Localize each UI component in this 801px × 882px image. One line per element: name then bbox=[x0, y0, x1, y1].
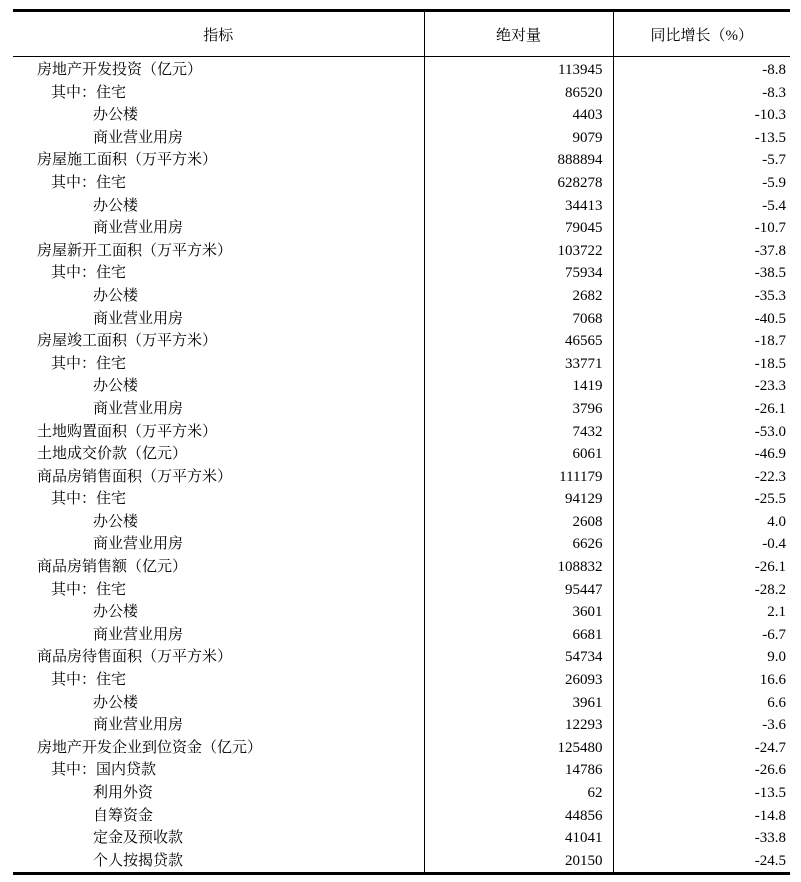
table-row bbox=[13, 850, 790, 874]
growth-value-cell: 9.0 bbox=[613, 646, 790, 669]
absolute-value-cell: 7068 bbox=[424, 308, 613, 331]
absolute-value-cell: 1419 bbox=[424, 375, 613, 398]
table-row bbox=[13, 57, 790, 82]
table-row bbox=[13, 308, 790, 331]
growth-value-cell: -26.1 bbox=[613, 556, 790, 579]
growth-value-cell: 16.6 bbox=[613, 669, 790, 692]
table-row bbox=[13, 646, 790, 669]
growth-value-cell: -46.9 bbox=[613, 443, 790, 466]
table-row bbox=[13, 624, 790, 647]
indicator-cell: 自筹资金 bbox=[93, 807, 154, 824]
indicator-cell: 其中：住宅 bbox=[51, 84, 127, 101]
indicator-cell: 办公楼 bbox=[93, 107, 139, 124]
table-row bbox=[13, 330, 790, 353]
table-row bbox=[13, 601, 790, 624]
growth-value-cell: -26.1 bbox=[613, 398, 790, 421]
absolute-value-cell: 14786 bbox=[424, 759, 613, 782]
growth-value-cell: -10.7 bbox=[613, 217, 790, 240]
absolute-value-cell: 26093 bbox=[424, 669, 613, 692]
indicator-cell: 房屋施工面积（万平方米） bbox=[37, 152, 218, 169]
absolute-value-cell: 6626 bbox=[424, 533, 613, 556]
table-row bbox=[13, 353, 790, 376]
table-row bbox=[13, 240, 790, 263]
indicator-cell: 个人按揭贷款 bbox=[93, 852, 184, 869]
table-row bbox=[13, 692, 790, 715]
absolute-value-cell: 4403 bbox=[424, 104, 613, 127]
table-row bbox=[13, 827, 790, 850]
table-row bbox=[13, 149, 790, 172]
table-row bbox=[13, 262, 790, 285]
indicator-cell: 商品房销售额（亿元） bbox=[37, 559, 188, 576]
absolute-value-cell: 86520 bbox=[424, 82, 613, 105]
growth-value-cell: -13.5 bbox=[613, 127, 790, 150]
indicator-cell: 土地购置面积（万平方米） bbox=[37, 423, 218, 440]
indicator-cell: 商品房待售面积（万平方米） bbox=[37, 649, 233, 666]
table-row bbox=[13, 759, 790, 782]
indicator-cell: 房屋竣工面积（万平方米） bbox=[37, 333, 218, 350]
growth-value-cell: -5.4 bbox=[613, 195, 790, 218]
table-row bbox=[13, 579, 790, 602]
table-row bbox=[13, 104, 790, 127]
indicator-cell: 办公楼 bbox=[93, 513, 139, 530]
header-row bbox=[13, 11, 790, 57]
growth-value-cell: -18.7 bbox=[613, 330, 790, 353]
table-row bbox=[13, 805, 790, 828]
table-row bbox=[13, 172, 790, 195]
growth-value-cell: -22.3 bbox=[613, 466, 790, 489]
indicator-cell: 商业营业用房 bbox=[93, 220, 184, 237]
absolute-value-cell: 20150 bbox=[424, 850, 613, 874]
growth-value-cell: -26.6 bbox=[613, 759, 790, 782]
absolute-value-cell: 34413 bbox=[424, 195, 613, 218]
growth-value-cell: -18.5 bbox=[613, 353, 790, 376]
absolute-value-cell: 46565 bbox=[424, 330, 613, 353]
absolute-value-cell: 79045 bbox=[424, 217, 613, 240]
indicator-cell: 房地产开发投资（亿元） bbox=[37, 62, 203, 78]
absolute-value-cell: 2608 bbox=[424, 511, 613, 534]
table-row bbox=[13, 466, 790, 489]
absolute-value-cell: 94129 bbox=[424, 488, 613, 511]
indicator-cell: 其中：住宅 bbox=[51, 355, 127, 372]
indicator-cell: 办公楼 bbox=[93, 694, 139, 711]
growth-value-cell: -8.3 bbox=[613, 82, 790, 105]
indicator-cell: 商业营业用房 bbox=[93, 129, 184, 146]
absolute-value-cell: 2682 bbox=[424, 285, 613, 308]
table-row bbox=[13, 533, 790, 556]
absolute-value-cell: 44856 bbox=[424, 805, 613, 828]
indicator-cell: 利用外资 bbox=[93, 785, 154, 801]
growth-value-cell: -38.5 bbox=[613, 262, 790, 285]
absolute-value-cell: 888894 bbox=[424, 149, 613, 172]
column-header-absolute: 绝对量 bbox=[424, 11, 613, 57]
growth-value-cell: 4.0 bbox=[613, 511, 790, 534]
absolute-value-cell: 12293 bbox=[424, 714, 613, 737]
absolute-value-cell: 33771 bbox=[424, 353, 613, 376]
absolute-value-cell: 54734 bbox=[424, 646, 613, 669]
absolute-value-cell: 108832 bbox=[424, 556, 613, 579]
indicator-cell: 其中：住宅 bbox=[51, 265, 127, 282]
absolute-value-cell: 111179 bbox=[424, 466, 613, 489]
indicator-cell: 办公楼 bbox=[93, 378, 139, 395]
indicator-cell: 其中：住宅 bbox=[51, 581, 127, 598]
absolute-value-cell: 3796 bbox=[424, 398, 613, 421]
growth-value-cell: -13.5 bbox=[613, 782, 790, 805]
indicator-cell: 其中：国内贷款 bbox=[51, 762, 157, 779]
growth-value-cell: -14.8 bbox=[613, 805, 790, 828]
growth-value-cell: -10.3 bbox=[613, 104, 790, 127]
growth-value-cell: -5.7 bbox=[613, 149, 790, 172]
table-row bbox=[13, 398, 790, 421]
growth-value-cell: 2.1 bbox=[613, 601, 790, 624]
indicator-cell: 办公楼 bbox=[93, 287, 139, 304]
growth-value-cell: -37.8 bbox=[613, 240, 790, 263]
growth-value-cell: -0.4 bbox=[613, 533, 790, 556]
indicator-cell: 房地产开发企业到位资金（亿元） bbox=[37, 739, 263, 756]
absolute-value-cell: 3961 bbox=[424, 692, 613, 715]
growth-value-cell: -8.8 bbox=[613, 57, 790, 82]
table-row bbox=[13, 82, 790, 105]
indicator-cell: 房屋新开工面积（万平方米） bbox=[37, 242, 233, 259]
growth-value-cell: -5.9 bbox=[613, 172, 790, 195]
table-row bbox=[13, 737, 790, 760]
indicator-cell: 商业营业用房 bbox=[93, 400, 184, 417]
table-body bbox=[13, 57, 790, 874]
real-estate-statistics-table bbox=[13, 9, 790, 875]
indicator-cell: 商业营业用房 bbox=[93, 536, 184, 553]
indicator-cell: 其中：住宅 bbox=[51, 491, 127, 508]
absolute-value-cell: 6061 bbox=[424, 443, 613, 466]
absolute-value-cell: 7432 bbox=[424, 421, 613, 444]
absolute-value-cell: 3601 bbox=[424, 601, 613, 624]
growth-value-cell: 6.6 bbox=[613, 692, 790, 715]
growth-value-cell: -25.5 bbox=[613, 488, 790, 511]
table-row bbox=[13, 714, 790, 737]
table-row bbox=[13, 285, 790, 308]
indicator-cell: 土地成交价款（亿元） bbox=[37, 446, 188, 463]
indicator-cell: 其中：住宅 bbox=[51, 672, 127, 689]
absolute-value-cell: 75934 bbox=[424, 262, 613, 285]
absolute-value-cell: 628278 bbox=[424, 172, 613, 195]
indicator-cell: 其中：住宅 bbox=[51, 174, 127, 191]
table-row bbox=[13, 375, 790, 398]
growth-value-cell: -6.7 bbox=[613, 624, 790, 647]
indicator-cell: 商业营业用房 bbox=[93, 310, 184, 327]
indicator-cell: 商品房销售面积（万平方米） bbox=[37, 468, 233, 485]
growth-value-cell: -3.6 bbox=[613, 714, 790, 737]
growth-value-cell: -24.7 bbox=[613, 737, 790, 760]
growth-value-cell: -53.0 bbox=[613, 421, 790, 444]
table-row bbox=[13, 443, 790, 466]
column-header-indicator: 指标 bbox=[13, 11, 424, 57]
table-header bbox=[13, 11, 790, 57]
indicator-cell: 商业营业用房 bbox=[93, 626, 184, 643]
absolute-value-cell: 41041 bbox=[424, 827, 613, 850]
indicator-cell: 办公楼 bbox=[93, 604, 139, 621]
growth-value-cell: -40.5 bbox=[613, 308, 790, 331]
growth-value-cell: -33.8 bbox=[613, 827, 790, 850]
table-row bbox=[13, 488, 790, 511]
indicator-cell: 办公楼 bbox=[93, 197, 139, 214]
absolute-value-cell: 62 bbox=[424, 782, 613, 805]
absolute-value-cell: 113945 bbox=[424, 57, 613, 82]
table-row bbox=[13, 556, 790, 579]
absolute-value-cell: 95447 bbox=[424, 579, 613, 602]
table-row bbox=[13, 782, 790, 805]
indicator-cell: 定金及预收款 bbox=[93, 830, 184, 847]
table-row bbox=[13, 217, 790, 240]
table-row bbox=[13, 669, 790, 692]
table-row bbox=[13, 511, 790, 534]
absolute-value-cell: 6681 bbox=[424, 624, 613, 647]
absolute-value-cell: 103722 bbox=[424, 240, 613, 263]
table-row bbox=[13, 127, 790, 150]
growth-value-cell: -23.3 bbox=[613, 375, 790, 398]
growth-value-cell: -28.2 bbox=[613, 579, 790, 602]
table-row bbox=[13, 421, 790, 444]
indicator-cell: 商业营业用房 bbox=[93, 717, 184, 734]
growth-value-cell: -24.5 bbox=[613, 850, 790, 874]
absolute-value-cell: 9079 bbox=[424, 127, 613, 150]
table-row bbox=[13, 195, 790, 218]
column-header-growth: 同比增长（%） bbox=[613, 11, 790, 57]
absolute-value-cell: 125480 bbox=[424, 737, 613, 760]
growth-value-cell: -35.3 bbox=[613, 285, 790, 308]
